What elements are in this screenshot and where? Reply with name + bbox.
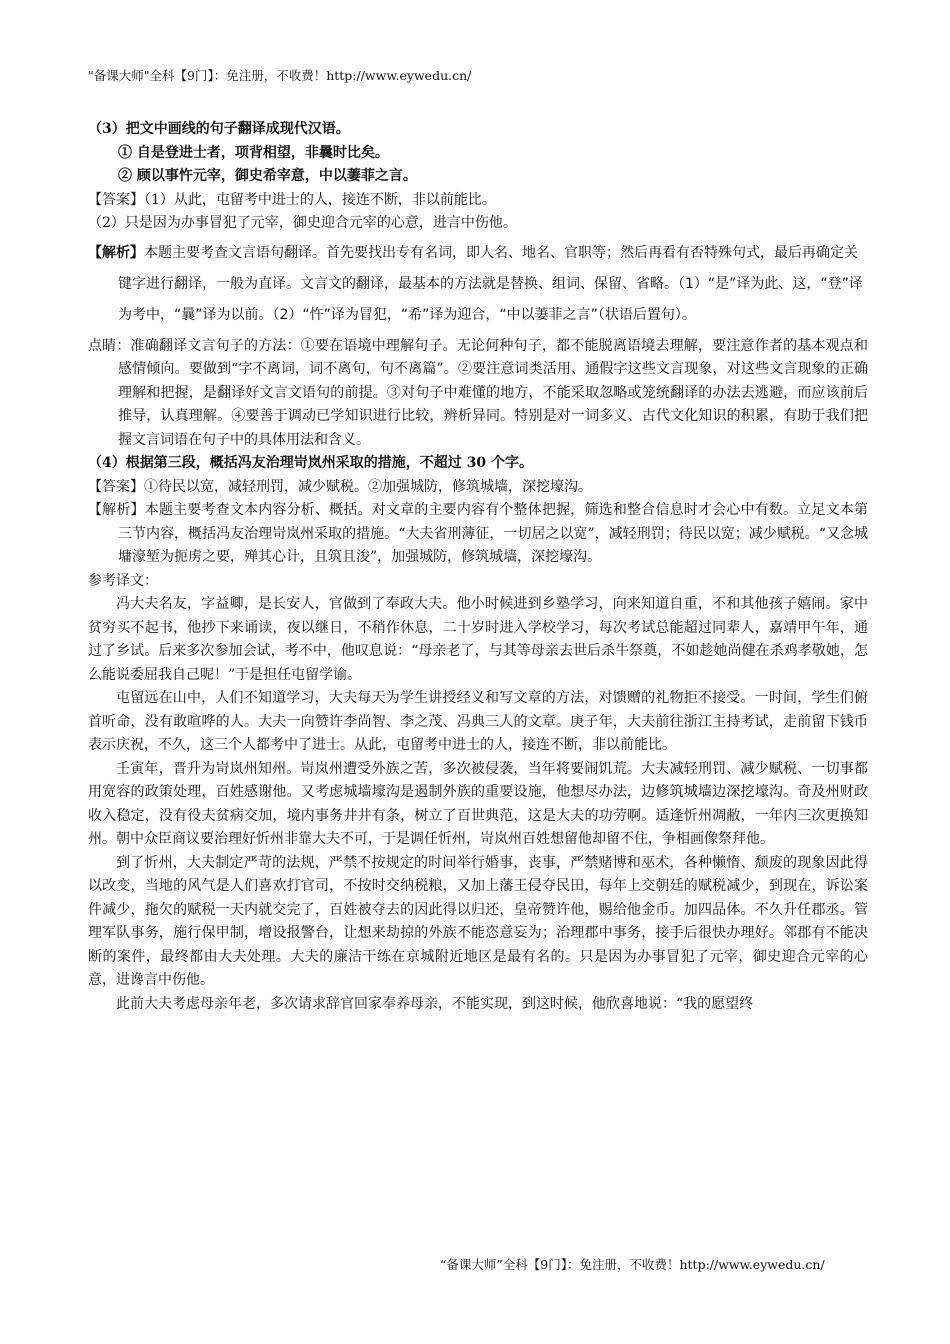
- analysis-3-text: 本题主要考查文言语句翻译。首先要找出专有名词，即人名、地名、官职等；然后再看有否特殊句式，最后再确定关键字进行翻译，一般为直译。文言文的翻译，最基本的方法就是替换、组词、保留、省略。（1）“是”译为此、这，“登”译为考中，“曩”译为以前。（2）“忤”译为冒犯，“希”译为迎合，“中以萋菲之言”（状语后置句）。: [118, 244, 863, 323]
- translation-paragraph-2: 屯留远在山中，人们不知道学习，大夫每天为学生讲授经义和写文章的方法，对馈赠的礼物拒不接受。一时间，学生们俯首听命，没有敢喧哗的人。大夫一向赞许李尚智、李之茂、冯典三人的文章。庚子年，大夫前往浙江主持考试，走前留下钱币表示庆祝，不久，这三个人都考中了进士。从此，屯留考中进士的人，接连不断，非以前能比。: [88, 690, 868, 753]
- question-4-title: （4）根据第三段，概括冯友治理岢岚州采取的措施，不超过 30 个字。: [88, 455, 533, 471]
- question-3-sentence-2: ② 顾以事忤元宰，御史希宰意，中以萋菲之言。: [118, 168, 417, 184]
- analysis-3: [88, 238, 868, 331]
- translation-paragraph-4: 到了忻州，大夫制定严苛的法规，严禁不按规定的时间举行婚事，丧事，严禁赌博和巫术，各种懒惰、颓废的现象因此得以改变，当地的风气是人们喜欢打官司，不按时交纳税粮，又加上藩王侵夺民田，每年上交朝廷的赋税减少，到现在，诉讼案件减少，拖欠的赋税一天内就交完了，百姓被夺去的因此得以归还，皇帝赞许他，赐给他金币。加四品体。不久升任郡丞。管理军队事务，施行保甲制，增设报警台，让想来劫掠的外族不能恣意妄为；治理郡中事务，接手后很快办理好。邻郡有不能决断的案件，最终都由大夫处理。大夫的廉洁干练在京城附近地区是最有名的。只是因为办事冒犯了元宰，御史迎合元宰的心意，进谗言中伤他。: [88, 854, 868, 988]
- translation-title: 参考译文：: [88, 572, 158, 589]
- page-header: "备课大师"全科【9门】：免注册，不收费！http://www.eywedu.cn/: [88, 68, 472, 83]
- page-footer: “备课大师”全科【9门】：免注册，不收费！http://www.eywedu.cn/: [440, 1257, 825, 1272]
- translation-paragraph-5: 此前大夫考虑母亲年老，多次请求辞官回家奉养母亲，不能实现，到这时候，他欣喜地说：“我的愿望终: [116, 995, 754, 1012]
- answer-4: 【答案】①待民以宽，减轻刑罚，减少赋税。②加强城防，修筑城墙，深挖壕沟。: [88, 478, 592, 495]
- analysis-3-label: 【解析】: [88, 244, 144, 261]
- analysis-4: 【解析】本题主要考查文本内容分析、概括。对文章的主要内容有个整体把握，筛选和整合信息时才会心中有数。立足文本第三节内容，概括冯友治理岢岚州采取的措施。“大夫省刑薄征，一切居之以宽”，减轻刑罚；待民以宽；减少赋税。“又念城墉濠堑为扼虏之要，殚其心计，且筑且浚”，加强城防，修筑城墙，深挖壕沟。: [88, 502, 868, 565]
- tip-paragraph: 点睛：准确翻译文言句子的方法：①要在语境中理解句子。无论何种句子，都不能脱离语境去理解，要注意作者的基本观点和感情倾向。要做到“字不离词，词不离句，句不离篇”。②要注意词类活用、通假字这些文言现象，对这些文言现象的正确理解和把握，是翻译好文言文语句的前提。③对句子中难懂的地方，不能采取忽略或笼统翻译的办法去逃避，而应该前后推导，认真理解。④要善于调动已学知识进行比较，辨析异同。特别是对一词多义、古代文化知识的积累，有助于我们把握文言词语在句子中的具体用法和含义。: [88, 337, 868, 448]
- question-3-sentence-1: ① 自是登进士者，项背相望，非曩时比矣。: [118, 144, 389, 161]
- translation-paragraph-1: 冯大夫名友，字益卿，是长安人，官做到了奉政大夫。他小时候进到乡塾学习，向来知道自重，不和其他孩子嬉闹。家中贫穷买不起书，他抄下来诵读，夜以继日，不稍作休息，二十岁时进入学校学习，每次考试总能超过同辈人，嘉靖甲午年，通过了乡试。后来多次参加会试，考不中，他叹息说：“母亲老了，与其等母亲去世后杀牛祭奠，不如趁她尚健在杀鸡孝敬她，怎么能说委屈我自己呢！”于是担任屯留学谕。: [88, 596, 868, 683]
- answer-3-line-1: 【答案】（1）从此，屯留考中进士的人，接连不断，非以前能比。: [88, 191, 496, 208]
- document-body: [88, 118, 868, 1016]
- question-3-title: （3）把文中画线的句子翻译成现代汉语。: [88, 121, 350, 137]
- translation-paragraph-3: 壬寅年，晋升为岢岚州知州。岢岚州遭受外族之苦，多次被侵袭，当年将要闹饥荒。大夫减轻刑罚、减少赋税、一切事都用宽容的政策处理，百姓感谢他。又考虑城墙壕沟是遏制外族的重要设施，他想尽办法，边修筑城墙边深挖壕沟。奇及州财政收入稳定，没有役夫贫病交加，境内事务井井有条，树立了百世典范，这是大夫的功劳啊。适逢忻州凋敝，一年内三次更换知州。朝中众臣商议要治理好忻州非靠大夫不可，于是调任忻州，岢岚州百姓想留他却留不住，争相画像祭拜他。: [88, 760, 868, 847]
- answer-3-line-2: （2）只是因为办事冒犯了元宰，御史迎合元宰的心意，进言中伤他。: [88, 215, 517, 231]
